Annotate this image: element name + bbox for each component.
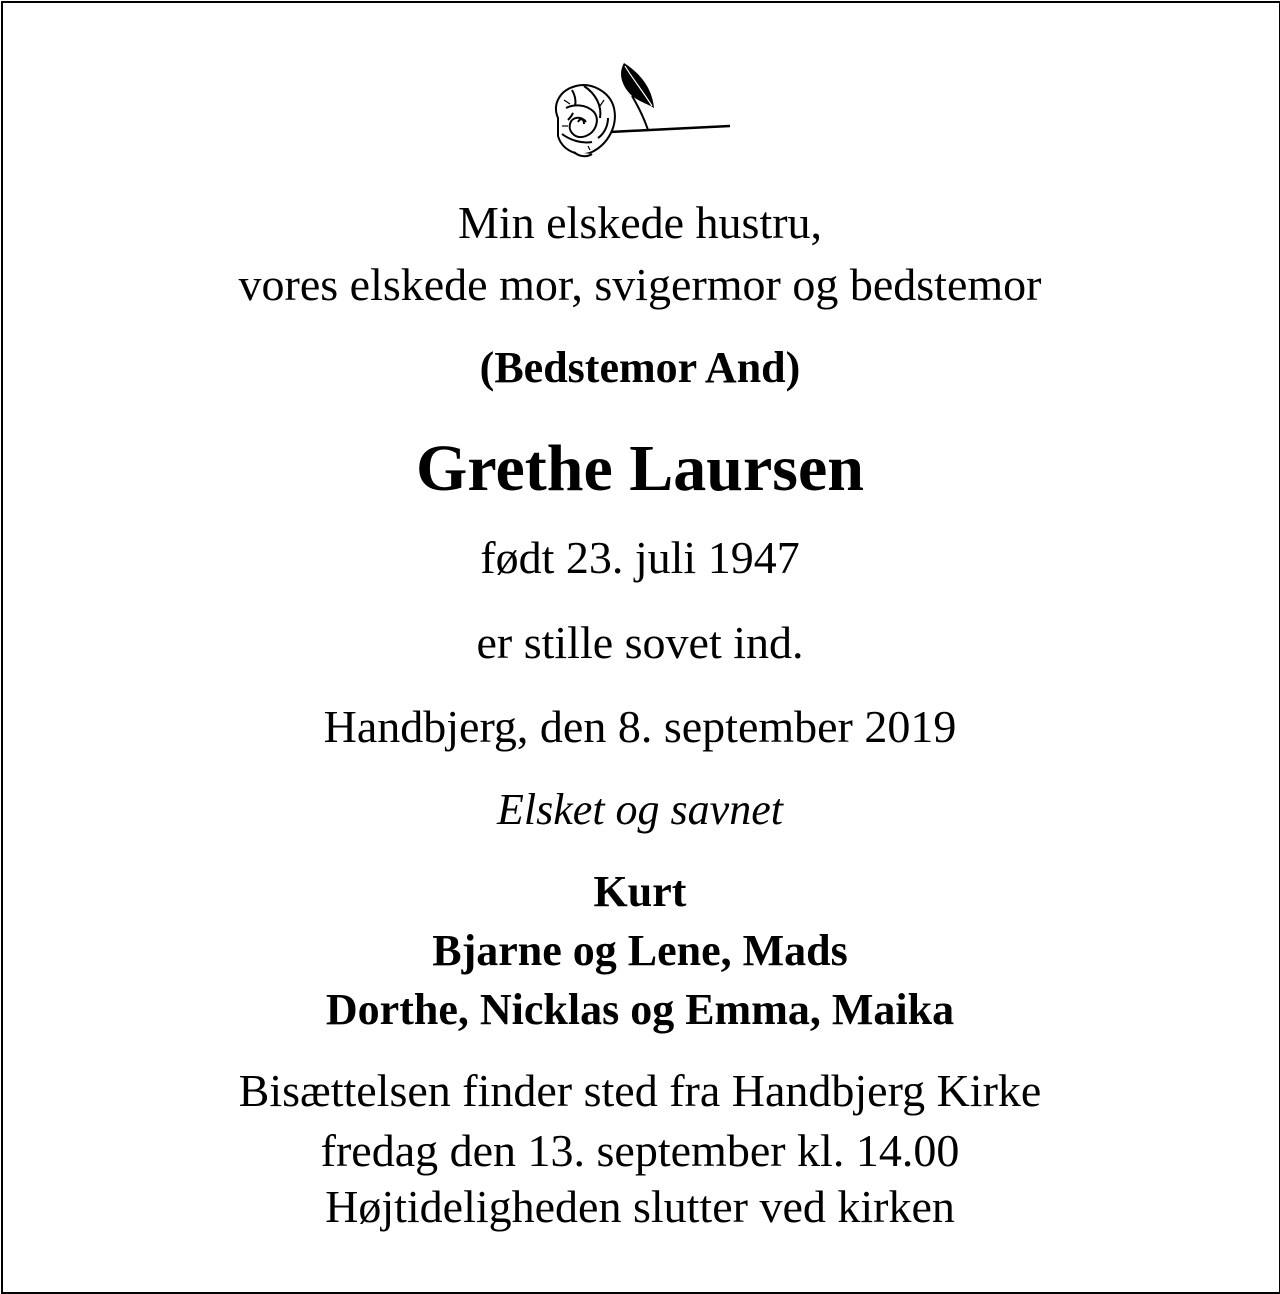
family-line: Kurt [593,867,687,916]
place-date: Handbjerg, den 8. september 2019 [323,701,957,752]
rose-icon [548,60,733,168]
funeral-line: fredag den 13. september kl. 14.00 [320,1125,960,1176]
nickname: (Bedstemor And) [479,343,801,392]
closing-phrase: Elsket og savnet [497,785,783,834]
funeral-line: Bisættelsen finder sted fra Handbjerg Kirke [238,1065,1042,1116]
birth-date: født 23. juli 1947 [480,532,800,583]
funeral-line: Højtideligheden slutter ved kirken [325,1181,955,1232]
intro-line-1: Min elskede hustru, [457,197,823,248]
intro-line-2: vores elskede mor, svigermor og bedstemor [238,259,1042,310]
deceased-name: Grethe Laursen [416,432,864,505]
family-line: Dorthe, Nicklas og Emma, Maika [325,985,955,1034]
family-line: Bjarne og Lene, Mads [432,926,848,975]
passed-text: er stille sovet ind. [476,617,804,668]
